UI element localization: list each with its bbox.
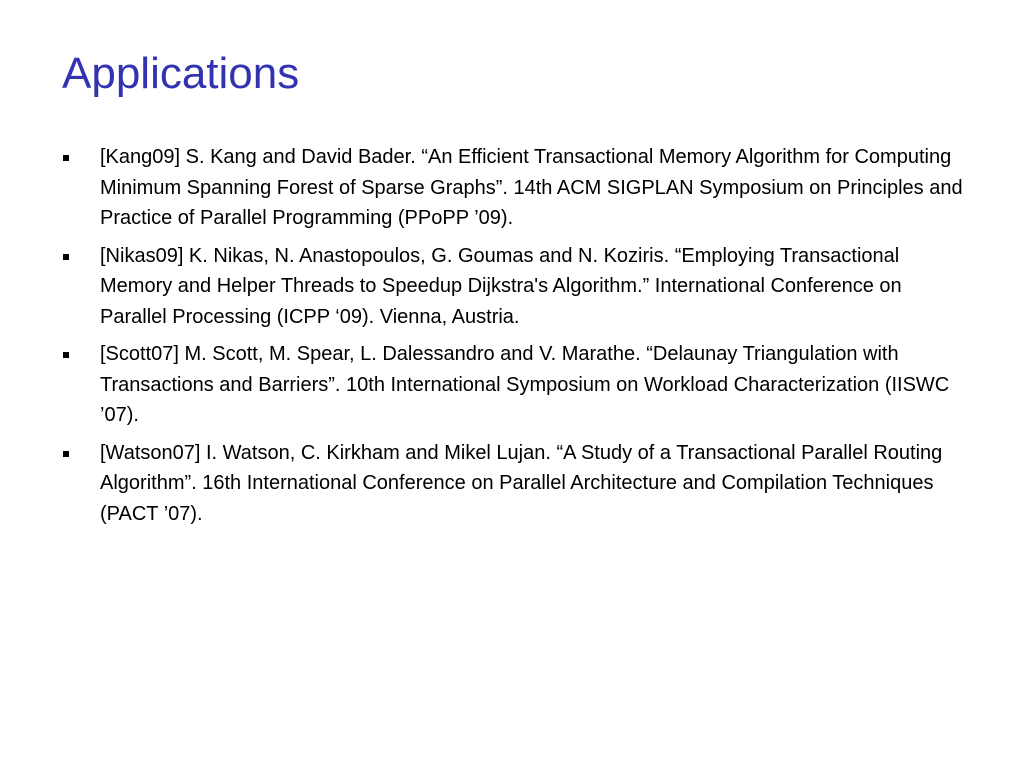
reference-item	[62, 241, 972, 333]
reference-text: [Kang09] S. Kang and David Bader. “An Efficient Transactional Memory Algorithm for Computing Minimum Spanning Forest of Sparse Graphs”. 14th ACM SIGPLAN Symposium on Principles and Practice of Parallel Programming (PPoPP ’09).	[100, 146, 963, 229]
reference-text: [Watson07] I. Watson, C. Kirkham and Mikel Lujan. “A Study of a Transactional Parallel Routing Algorithm”. 16th International Conference on Parallel Architecture and Compilation Techniques (PACT ’07).	[100, 441, 943, 525]
square-bullet-icon	[63, 352, 69, 358]
slide-title: Applications	[62, 49, 300, 98]
square-bullet-icon	[63, 254, 69, 260]
square-bullet-icon	[63, 155, 69, 161]
reference-list	[62, 142, 972, 536]
reference-item	[62, 142, 972, 234]
square-bullet-icon	[63, 451, 69, 457]
reference-item	[62, 438, 972, 530]
reference-text: [Scott07] M. Scott, M. Spear, L. Dalessandro and V. Marathe. “Delaunay Triangulation with Transactions and Barriers”. 10th International Symposium on Workload Characterization (IISWC ’07).	[100, 343, 950, 426]
reference-item	[62, 339, 972, 431]
reference-text: [Nikas09] K. Nikas, N. Anastopoulos, G. Goumas and N. Koziris. “Employing Transactional Memory and Helper Threads to Speedup Dijkstra's Algorithm.” International Conference on Parallel Processing (ICPP ‘09). Vienna, Austria.	[100, 244, 902, 328]
